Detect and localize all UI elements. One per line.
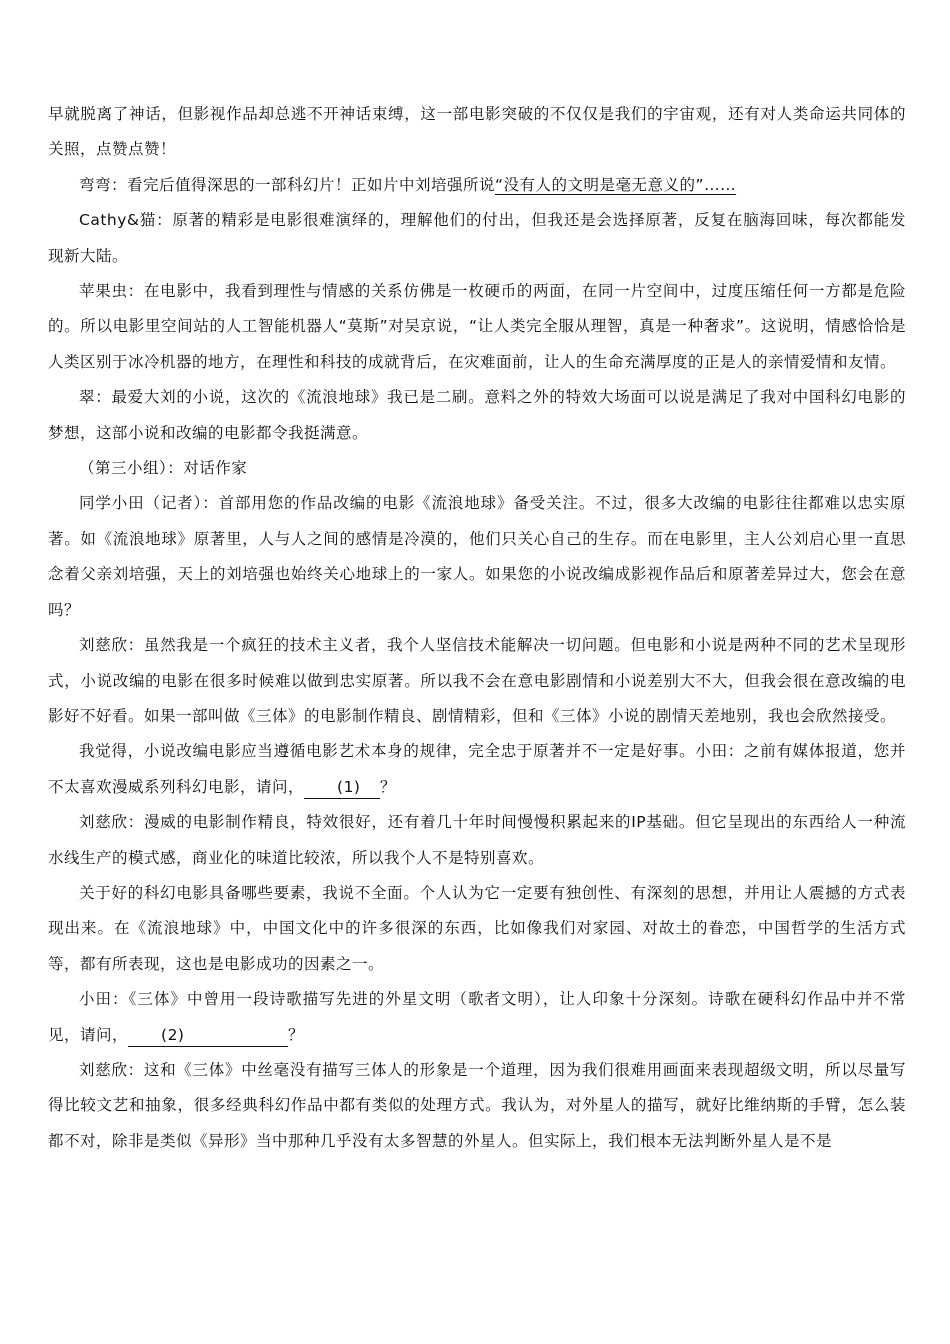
interview-answer-3: 刘慈欣：这和《三体》中丝毫没有描写三体人的形象是一个道理，因为我们很难用画面来表现超级文明，所以尽量写得比较文艺和抽象，很多经典科幻作品中都有类似的处理方式。我认为，对外星人的描写，就好比维纳斯的手臂，怎么装都不对，除非是类似《异形》当中那种几乎没有太多智慧的外星人。但实际上，我们根本无法判断外星人是不是 — [48, 1060, 906, 1150]
interview-question-1: 同学小田（记者）：首部用您的作品改编的电影《流浪地球》备受关注。不过，很多大改编的电影往往都难以忠实原著。如《流浪地球》原著里，人与人之间的感情是冷漠的，他们只关心自己的生存。而在电影里，主人公刘启心里一直思念着父亲刘培强，天上的刘培强也始终关心地球上的一家人。如果您的小说改编成影视作品后和原著差异过大，您会在意吗？ — [48, 494, 906, 619]
interview-question-2 — [48, 734, 906, 805]
question-3-text: 小田：《三体》中曾用一段诗歌描写先进的外星文明（歌者文明），让人印象十分深刻。诗歌在硬科幻作品中并不常见，请问， — [48, 990, 906, 1044]
answer-blank-1[interactable]: (1) — [304, 776, 380, 799]
question-mark: ？ — [380, 777, 397, 796]
document-body — [48, 97, 906, 1159]
interview-question-3 — [48, 982, 906, 1053]
answer-blank-2[interactable]: (2) — [128, 1024, 288, 1047]
comment-cathy: Cathy&猫：原著的精彩是电影很难演绎的，理解他们的付出，但我还是会选择原著，反复在脑海回味，每次都能发现新大陆。 — [48, 211, 906, 265]
interview-answer-2-continued: 关于好的科幻电影具备哪些要素，我说不全面。个人认为它一定要有独创性、有深刻的思想，并用让人震撼的方式表现出来。在《流浪地球》中，中国文化中的许多很深的东西，比如像我们对家园、对故土的眷恋，中国哲学的生活方式等，都有所表现，这也是电影成功的因素之一。 — [48, 883, 906, 973]
interview-answer-1: 刘慈欣：虽然我是一个疯狂的技术主义者，我个人坚信技术能解决一切问题。但电影和小说是两种不同的艺术呈现形式，小说改编的电影在很多时候难以做到忠实原著。所以我不会在意电影剧情和小说差别大不大，但我会很在意改编的电影好不好看。如果一部叫做《三体》的电影制作精良、剧情精彩，但和《三体》小说的剧情天差地别，我也会欣然接受。 — [48, 636, 906, 725]
underlined-quote: “没有人的文明是毫无意义的”…… — [495, 175, 737, 194]
section-heading-group-three: （第三小组）：对话作家 — [79, 459, 248, 478]
comment-wanwan — [48, 168, 906, 203]
comment-wanwan-text: 弯弯：看完后值得深思的一部科幻片！正如片中刘培强所说 — [79, 175, 496, 194]
comment-apple-bug: 苹果虫：在电影中，我看到理性与情感的关系仿佛是一枚硬币的两面，在同一片空间中，过度压缩任何一方都是危险的。所以电影里空间站的人工智能机器人“莫斯”对吴京说，“让人类完全服从理智，真是一种奢求”。这说明，情感恰恰是人类区别于冰冷机器的地方，在理性和科技的成就背后，在灾难面前，让人的生命充满厚度的正是人的亲情爱情和友情。 — [48, 282, 906, 371]
paragraph-continuation: 早就脱离了神话，但影视作品却总逃不开神话束缚，这一部电影突破的不仅仅是我们的宇宙观，还有对人类命运共同体的关照，点赞点赞！ — [48, 105, 906, 159]
question-mark: ？ — [288, 1025, 305, 1044]
comment-cui: 翠：最爱大刘的小说，这次的《流浪地球》我已是二刷。意料之外的特效大场面可以说是满足了我对中国科幻电影的梦想，这部小说和改编的电影都令我挺满意。 — [48, 388, 906, 442]
question-2-text: 我觉得，小说改编电影应当遵循电影艺术本身的规律，完全忠于原著并不一定是好事。小田：之前有媒体报道，您并不太喜欢漫威系列科幻电影，请问， — [48, 742, 906, 796]
interview-answer-2: 刘慈欣：漫威的电影制作精良，特效很好，还有着几十年时间慢慢积累起来的IP基础。但它呈现出的东西给人一种流水线生产的模式感，商业化的味道比较浓，所以我个人不是特别喜欢。 — [48, 813, 906, 867]
